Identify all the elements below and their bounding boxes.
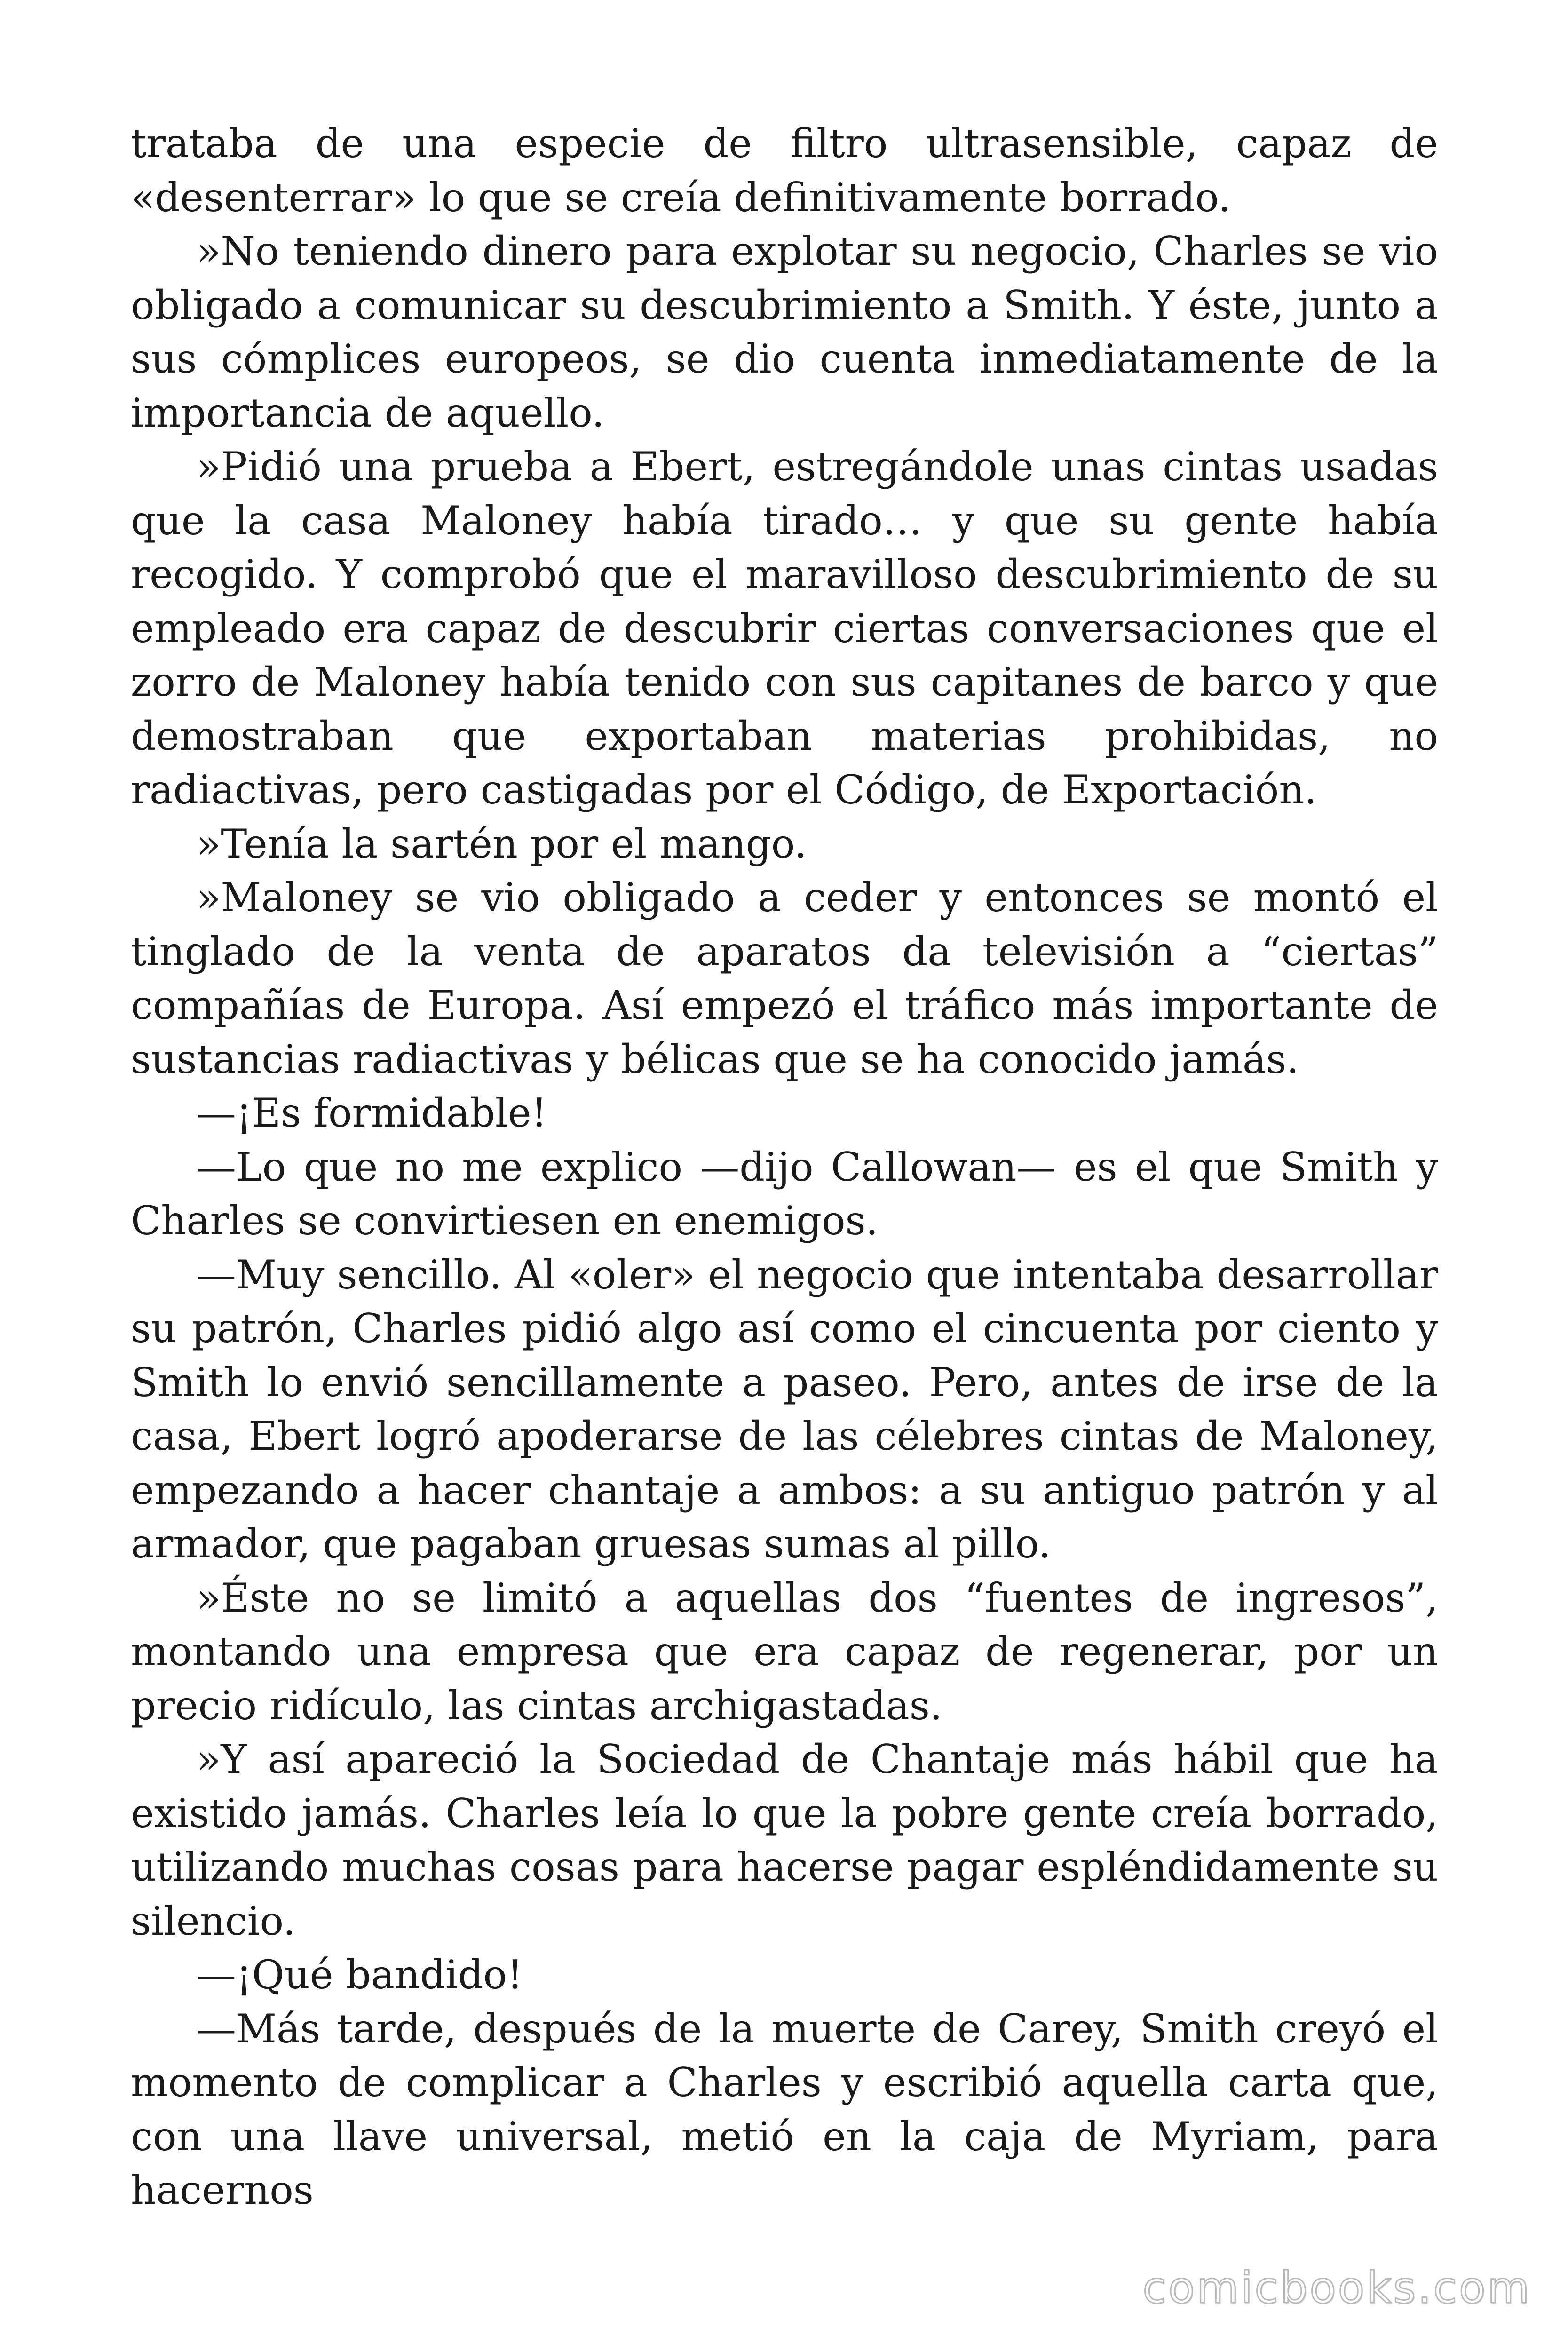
paragraph: —Más tarde, después de la muerte de Carey, Smith creyó el momento de complicar a Charles y escribió aquella carta que, con una llave universal, metió en la caja de Myriam, para hacernos	[131, 2005, 1438, 2213]
paragraph: —Lo que no me explico —dijo Callowan— es el que Smith y Charles se convirtiesen en enemigos.	[131, 1144, 1438, 1244]
paragraph: »No teniendo dinero para explotar su negocio, Charles se vio obligado a comunicar su descubrimiento a Smith. Y éste, junto a sus cómplices europeos, se dio cuenta inmediatamente de la importancia de aquello.	[131, 228, 1438, 436]
paragraph: —¡Qué bandido!	[197, 1952, 523, 1998]
paragraph: »Maloney se vio obligado a ceder y entonces se montó el tinglado de la venta de aparatos da televisión a “ciertas” compañías de Europa. Así empezó el tráfico más importante de sustancias radiactivas y bélicas que se ha conocido jamás.	[131, 874, 1438, 1082]
paragraph: »Tenía la sartén por el mango.	[197, 820, 807, 867]
paragraph: »Pidió una prueba a Ebert, estregándole unas cintas usadas que la casa Maloney había tirado… y que su gente había recogido. Y comprobó que el maravilloso descubrimiento de su empleado era capaz de descubrir ciertas conversaciones que el zorro de Maloney había tenido con sus capitanes de barco y que demostraban que exportaban materias prohibidas, no radiactivas, pero castigadas por el Código, de Exportación.	[131, 444, 1438, 813]
watermark: comicbooks.com	[1142, 2263, 1531, 2313]
paragraph: »Éste no se limitó a aquellas dos “fuentes de ingresos”, montando una empresa que era capaz de regenerar, por un precio ridículo, las cintas archigastadas.	[131, 1574, 1438, 1729]
paragraph: —Muy sencillo. Al «oler» el negocio que intentaba desarrollar su patrón, Charles pidió algo así como el cincuenta por ciento y Smith lo envió sencillamente a paseo. Pero, antes de irse de la casa, Ebert logró apoderarse de las célebres cintas de Maloney, empezando a hacer chantaje a ambos: a su antiguo patrón y al armador, que pagaban gruesas sumas al pillo.	[131, 1251, 1438, 1567]
paragraph: »Y así apareció la Sociedad de Chantaje más hábil que ha existido jamás. Charles leía lo que la pobre gente creía borrado, utilizando muchas cosas para hacerse pagar espléndidamente su silencio.	[131, 1736, 1438, 1944]
body-text	[131, 117, 1438, 2217]
paragraph: —¡Es formidable!	[197, 1090, 547, 1136]
paragraph: trataba de una especie de filtro ultrasensible, capaz de «desenterrar» lo que se creía definitivamente borrado.	[131, 120, 1438, 221]
